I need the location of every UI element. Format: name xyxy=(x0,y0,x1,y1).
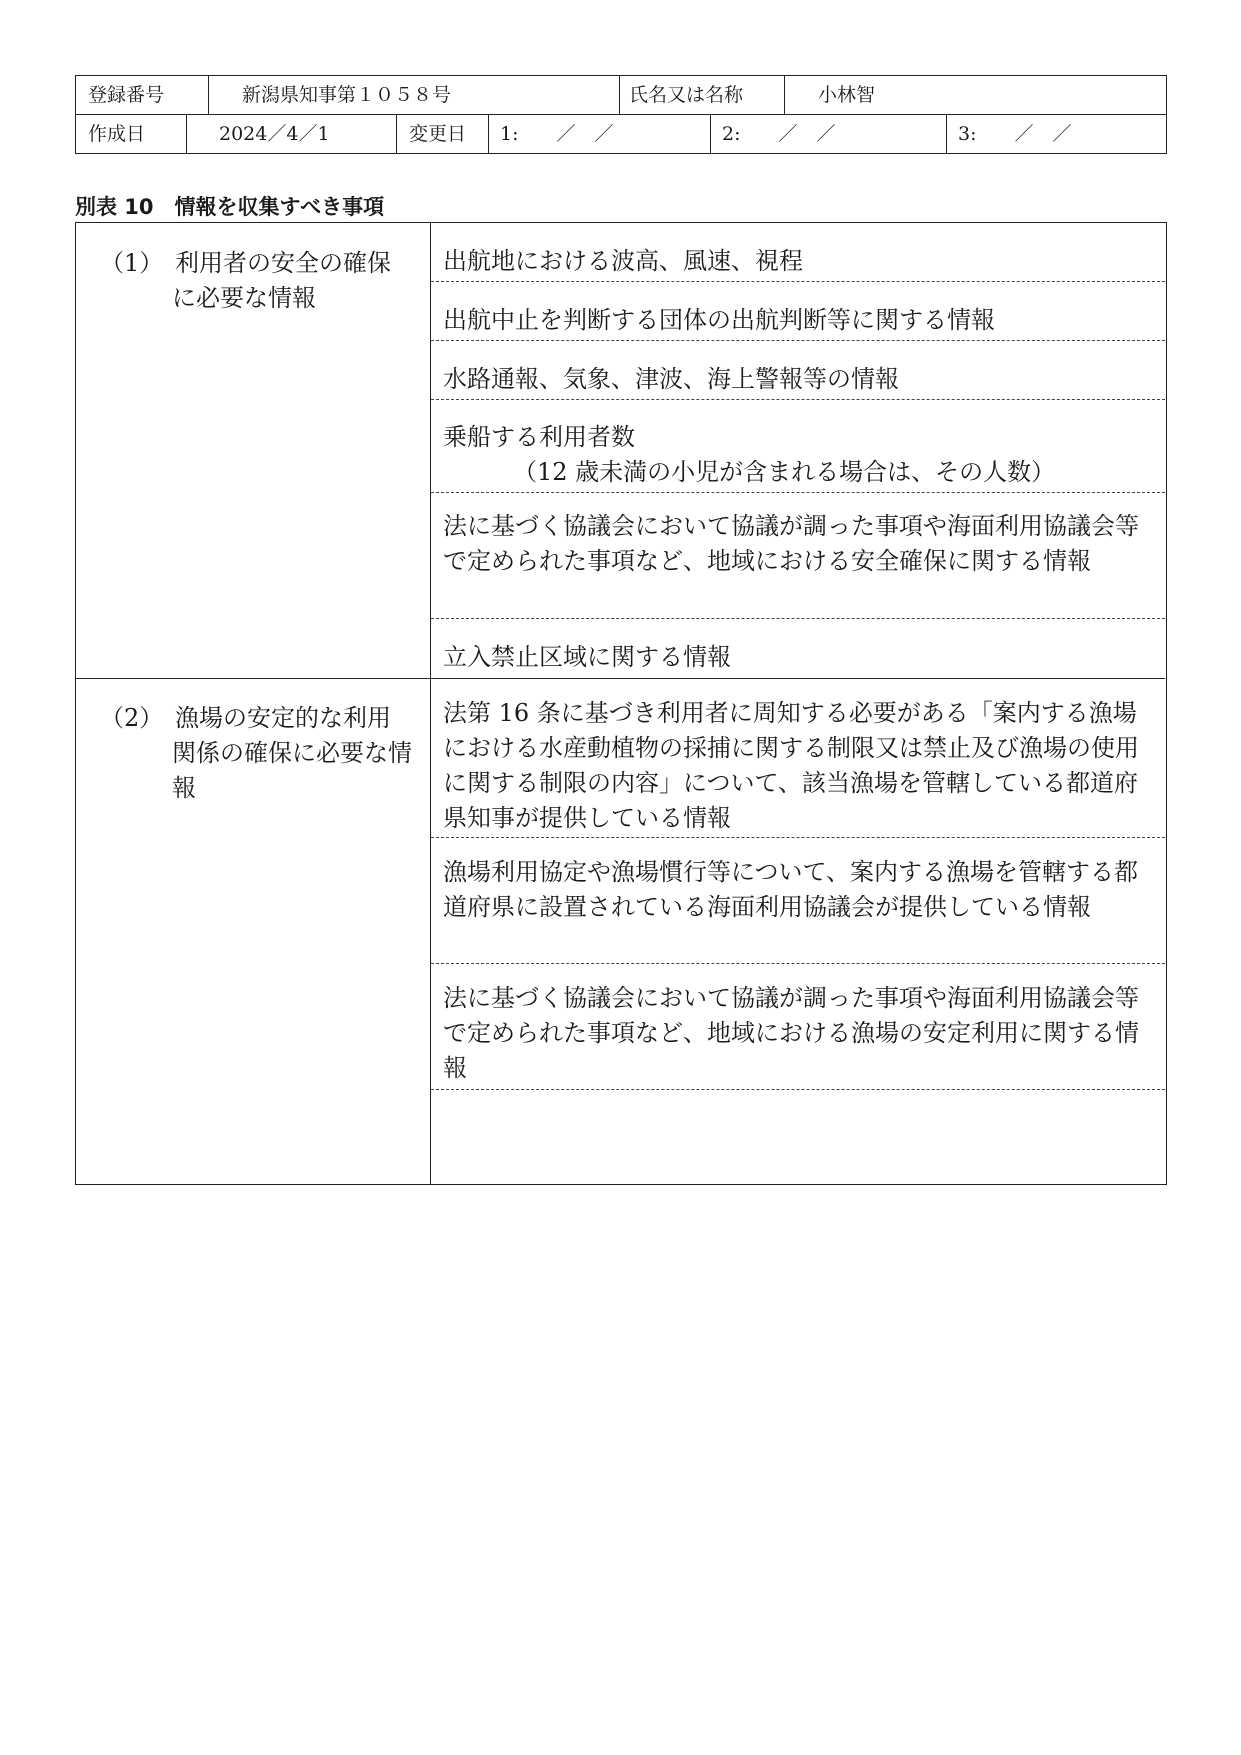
section-label xyxy=(100,701,418,806)
info-item: 水路通報、気象、津波、海上警報等の情報 xyxy=(431,341,1165,400)
info-item: 出航中止を判断する団体の出航判断等に関する情報 xyxy=(431,282,1165,341)
registration-header-table xyxy=(75,75,1167,154)
section-fishing-ground xyxy=(76,678,1165,1184)
change-date-2: 2: ／ ／ xyxy=(722,123,836,145)
section-number: （2） xyxy=(100,704,164,732)
header-row-2 xyxy=(76,114,1166,153)
name-value: 小林智 xyxy=(818,84,876,106)
registration-number-value: 新潟県知事第１０５８号 xyxy=(242,84,452,106)
header-row-1 xyxy=(76,76,1166,114)
registration-number-label: 登録番号 xyxy=(88,84,165,106)
section-label xyxy=(100,246,418,316)
info-item: 乗船する利用者数 （12 歳未満の小児が含まれる場合は、その人数） xyxy=(431,400,1165,493)
name-label: 氏名又は名称 xyxy=(629,84,744,106)
info-item-note: （12 歳未満の小児が含まれる場合は、その人数） xyxy=(513,458,1056,486)
change-date-3: 3: ／ ／ xyxy=(958,123,1072,145)
change-date-1: 1: ／ ／ xyxy=(500,123,614,145)
info-table xyxy=(75,222,1167,1185)
info-item: 法に基づく協議会において協議が調った事項や海面利用協議会等で定められた事項など、地域における安全確保に関する情報 xyxy=(431,493,1165,619)
info-item: 法に基づく協議会において協議が調った事項や海面利用協議会等で定められた事項など、地域における漁場の安定利用に関する情報 xyxy=(431,964,1165,1090)
section-items xyxy=(431,679,1165,1182)
info-item: 漁場利用協定や漁場慣行等について、案内する漁場を管轄する都道府県に設置されている海面利用協議会が提供している情報 xyxy=(431,838,1165,964)
info-item: 法第 16 条に基づき利用者に周知する必要がある「案内する漁場における水産動植物の採捕に関する制限又は禁止及び漁場の使用に関する制限の内容」について、該当漁場を管轄している都道府県知事が提供している情報 xyxy=(431,679,1165,838)
table-caption: 別表 10 情報を収集すべき事項 xyxy=(75,195,385,219)
section-label-line1: 漁場の安定的な利用 xyxy=(175,704,391,732)
info-item: 立入禁止区域に関する情報 xyxy=(443,643,731,671)
info-item-empty xyxy=(431,1090,1165,1182)
section-number: （1） xyxy=(100,249,164,277)
section-label-line2: 関係の確保に必要な情報 xyxy=(172,739,412,802)
section-safety xyxy=(76,223,1165,678)
created-date-value: 2024／4／1 xyxy=(219,123,330,145)
info-item: 出航地における波高、風速、視程 xyxy=(431,223,1165,282)
changed-date-label: 変更日 xyxy=(409,123,467,145)
section-label-line2: に必要な情報 xyxy=(172,284,316,312)
section-items xyxy=(431,223,1165,678)
created-date-label: 作成日 xyxy=(88,123,146,145)
section-label-line1: 利用者の安全の確保 xyxy=(175,249,391,277)
